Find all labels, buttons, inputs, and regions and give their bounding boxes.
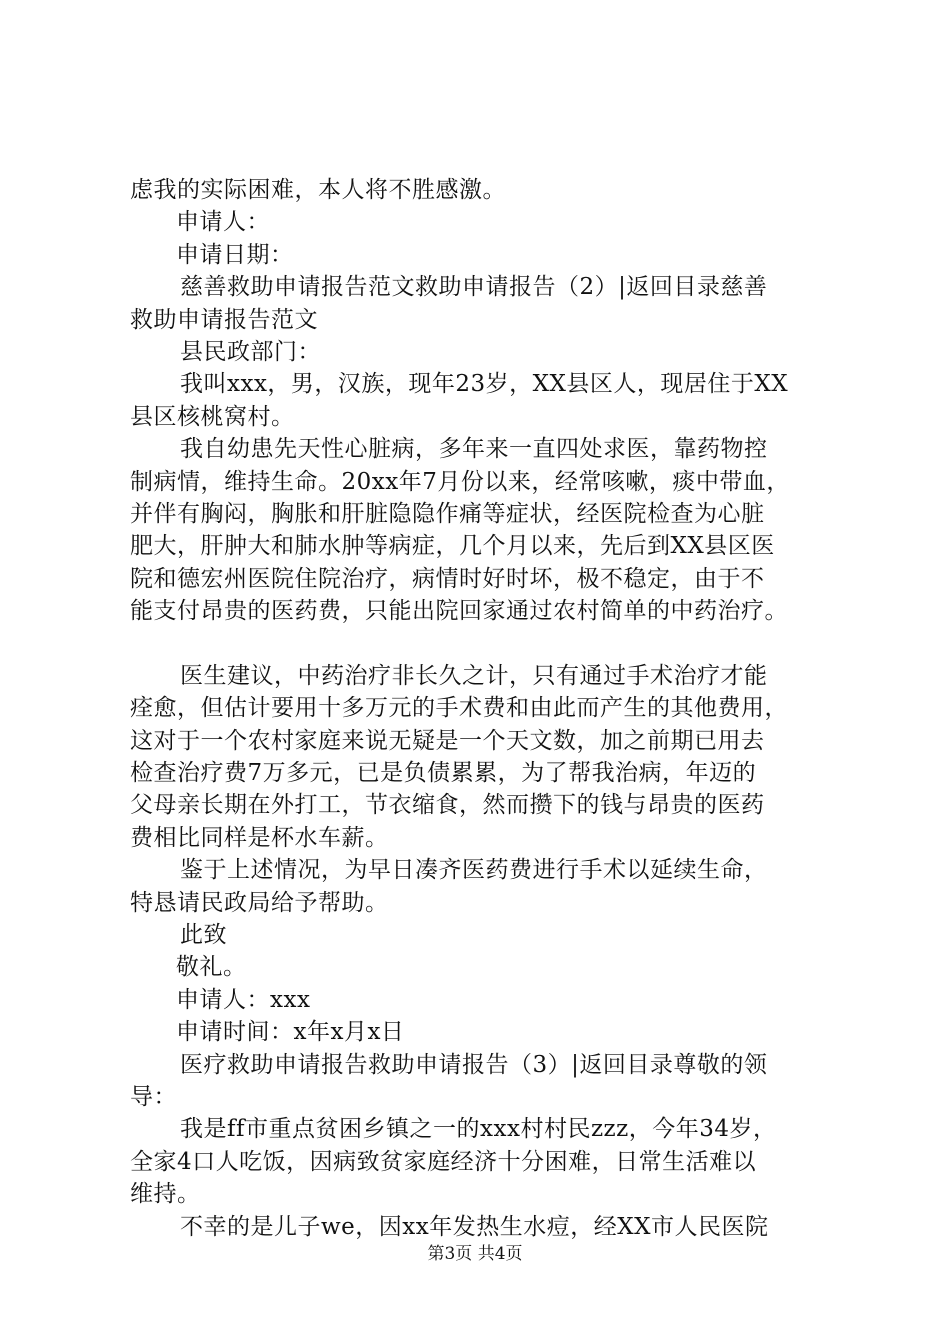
applicant-signature: 申请人：xxx (176, 986, 311, 1013)
text-line: 检查治疗费7万多元，已是负债累累，为了帮我治病，年迈的 (130, 760, 757, 787)
text-line: 特恳请民政局给予帮助。 (130, 889, 389, 916)
text-line: 肥大，肝肿大和肺水肿等病症，几个月以来，先后到XX县区医 (130, 533, 775, 560)
text-line: 费相比同样是杯水车薪。 (130, 824, 389, 851)
text-line: 不幸的是儿子we，因xx年发热生水痘，经XX市人民医院 (180, 1213, 769, 1240)
salutation: 县民政部门： (180, 338, 321, 365)
section-heading-cont: 救助申请报告范文 (130, 306, 318, 333)
text-line: 制病情，维持生命。20xx年7月份以来，经常咳嗽，痰中带血， (130, 468, 790, 495)
text-line: 院和德宏州医院住院治疗，病情时好时坏，极不稳定，由于不 (130, 565, 765, 592)
text-line: 全家4口人吃饭，因病致贫家庭经济十分困难，日常生活难以 (130, 1148, 757, 1175)
text-line: 虑我的实际困难，本人将不胜感激。 (130, 177, 506, 203)
text-line: 我叫xxx，男，汉族，现年23岁，XX县区人，现居住于XX (180, 371, 789, 398)
document-body (130, 174, 842, 1243)
text-line: 这对于一个农村家庭来说无疑是一个天文数，加之前期已用去 (130, 727, 765, 754)
text-line: 痊愈，但估计要用十多万元的手术费和由此而产生的其他费用， (130, 695, 788, 722)
text-line: 父母亲长期在外打工，节衣缩食，然而攒下的钱与昂贵的医药 (130, 792, 765, 819)
section-heading: 慈善救助申请报告范文救助申请报告（2）|返回目录慈善 (180, 274, 768, 301)
text-line: 我自幼患先天性心脏病，多年来一直四处求医，靠药物控 (180, 436, 768, 463)
text-line: 维持。 (130, 1181, 201, 1208)
closing-regards: 敬礼。 (176, 954, 247, 981)
text-line: 县区核桃窝村。 (130, 403, 295, 430)
section-heading: 医疗救助申请报告救助申请报告（3）|返回目录尊敬的领 (180, 1051, 768, 1078)
applicant-label: 申请人： (176, 209, 270, 236)
text-line: 我是ff市重点贫困乡镇之一的xxx村村民zzz，今年34岁， (180, 1116, 777, 1143)
text-line: 鉴于上述情况，为早日凑齐医药费进行手术以延续生命， (180, 857, 768, 884)
text-line: 并伴有胸闷，胸胀和肝脏隐隐作痛等症状，经医院检查为心脏 (130, 500, 765, 527)
section-heading-cont: 导： (130, 1083, 177, 1110)
text-line: 能支付昂贵的医药费，只能出院回家通过农村简单的中药治疗。 (130, 598, 788, 625)
application-date-label: 申请日期： (176, 241, 294, 268)
page-footer: 第3页 共4页 (427, 1244, 523, 1264)
application-time: 申请时间：x年x月x日 (176, 1019, 405, 1046)
closing-line: 此致 (180, 921, 227, 948)
paragraph-gap (130, 627, 842, 659)
text-line: 医生建议，中药治疗非长久之计，只有通过手术治疗才能 (180, 662, 768, 689)
